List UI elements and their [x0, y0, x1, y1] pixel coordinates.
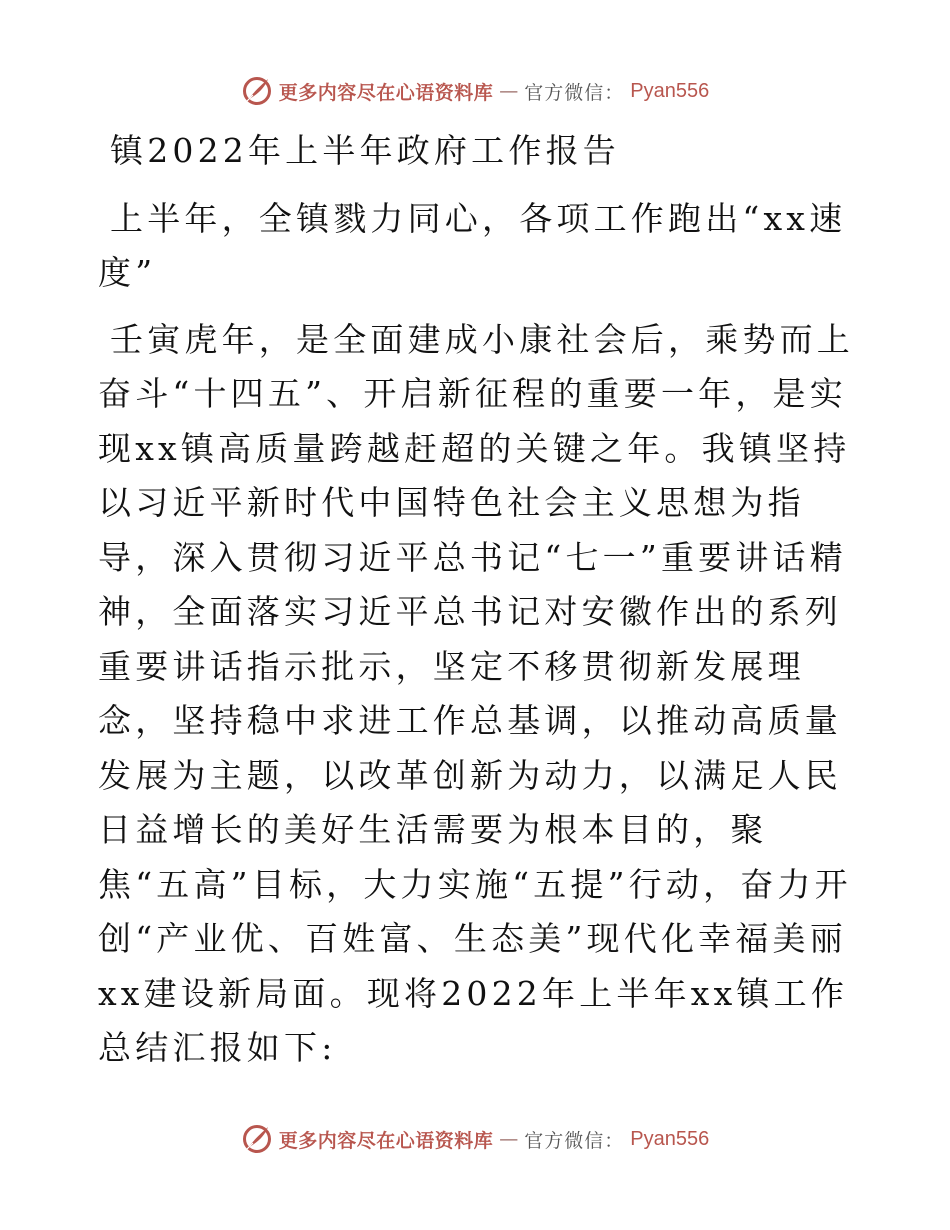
watermark-wechat-label: 官方微信：	[524, 1129, 625, 1152]
document-paragraph: 壬寅虎年，是全面建成小康社会后，乘势而上奋斗“十四五”、开启新征程的重要一年，是实现xx镇高质量跨越赶超的关键之年。我镇坚持以习近平新时代中国特色社会主义思想为指导，深入贯彻习近平总书记“七一”重要讲话精神，全面落实习近平总书记对安徽作出的系列重要讲话指示批示，坚定不移贯彻新发展理念，坚持稳中求进工作总基调，以推动高质量发展为主题，以改革创新为动力，以满足人民日益增长的美好生活需要为根本目的，聚焦“五高”目标，大力实施“五提”行动，奋力开创“产业优、百姓富、生态美”现代化幸福美丽xx建设新局面。现将2022年上半年xx镇工作总结汇报如下:	[98, 319, 854, 1067]
watermark-text: 更多内容尽在心语资料库	[278, 81, 494, 104]
watermark-wechat-id: Pyan556	[630, 79, 710, 102]
watermark-header	[0, 74, 950, 108]
watermark-dash: —	[499, 80, 519, 102]
watermark-text: 更多内容尽在心语资料库	[278, 1129, 494, 1152]
document-subtitle: 上半年，全镇戮力同心，各项工作跑出“xx速度”	[98, 198, 847, 292]
document-title: 镇2022年上半年政府工作报告	[110, 131, 620, 170]
watermark-wechat-label: 官方微信：	[524, 81, 625, 104]
watermark-wechat-id: Pyan556	[630, 1127, 710, 1150]
watermark-dash: —	[499, 1128, 519, 1150]
quill-circle-logo-icon	[241, 1123, 273, 1155]
document-body	[98, 124, 858, 1076]
watermark-footer	[0, 1122, 950, 1156]
quill-circle-logo-icon	[241, 75, 273, 107]
